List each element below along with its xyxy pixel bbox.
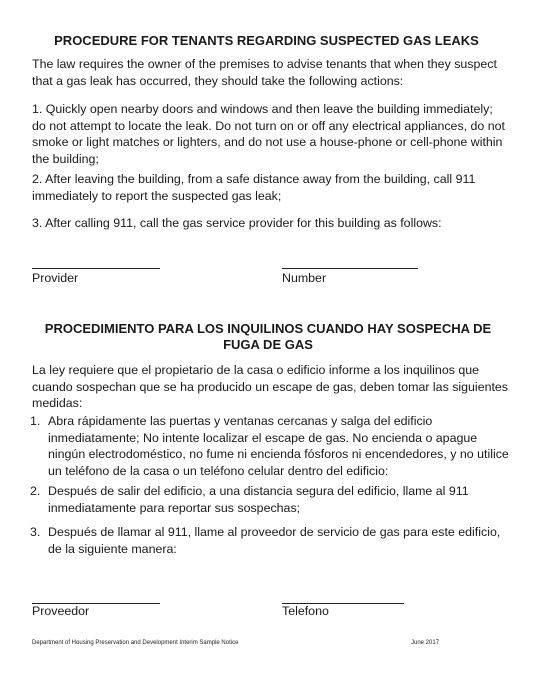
spanish-item-text: Abra rápidamente las puertas y ventanas cercanas y salga del edificio inmediatamente; No intente localizar el escape de gas. No encienda o apague ningún electrodoméstico, no fume ni encienda fósforos ni encendedores, y no utilice un teléfono de la casa o un teléfono celular dentro del edificio: xyxy=(48,414,509,478)
provider-label: Provider xyxy=(32,271,79,285)
number-signature-line xyxy=(282,268,418,269)
spanish-title: PROCEDIMIENTO PARA LOS INQUILINOS CUANDO HAY SOSPECHA DE FUGA DE GAS xyxy=(44,321,492,352)
english-intro: The law requires the owner of the premises to advise tenants that when they suspect that a gas leak has occurred, they should take the following actions: xyxy=(32,57,497,88)
spanish-item-number: 3. xyxy=(30,525,41,539)
spanish-item-text: Después de llamar al 911, llame al proveedor de servicio de gas para este edificio, de la siguiente manera: xyxy=(48,525,501,556)
spanish-item-number: 1. xyxy=(30,414,41,428)
english-title: PROCEDURE FOR TENANTS REGARDING SUSPECTED GAS LEAKS xyxy=(54,33,479,48)
english-item-2: 2. After leaving the building, from a safe distance away from the building, call 911 immediately to report the suspected gas leak; xyxy=(32,172,476,203)
spanish-item-2 xyxy=(30,483,510,516)
english-item-1: 1. Quickly open nearby doors and windows and then leave the building immediately; do not attempt to locate the leak. Do not turn on or off any electrical appliances, do not smoke or light matches or lighters, and do not use a house-phone or cell-phone within the building; xyxy=(32,102,505,166)
number-label: Number xyxy=(282,271,327,285)
spanish-item-text: Después de salir del edificio, a una distancia segura del edificio, llame al 911 inmediatamente para reportar sus sospechas; xyxy=(48,484,469,515)
proveedor-label: Proveedor xyxy=(32,604,90,618)
spanish-item-number: 2. xyxy=(30,484,41,498)
spanish-item-1 xyxy=(30,413,510,479)
footer-date: June 2017 xyxy=(411,640,440,646)
footer-department: Department of Housing Preservation and Development Interim Sample Notice xyxy=(32,640,239,646)
provider-signature-line xyxy=(32,268,160,269)
spanish-item-3 xyxy=(30,524,510,557)
telefono-label: Telefono xyxy=(282,604,329,618)
spanish-intro: La ley requiere que el propietario de la casa o edificio informe a los inquilinos que cuando sospechan que se ha producido un escape de gas, deben tomar las siguientes medidas: xyxy=(32,363,508,410)
english-item-3: 3. After calling 911, call the gas service provider for this building as follows: xyxy=(32,216,442,230)
